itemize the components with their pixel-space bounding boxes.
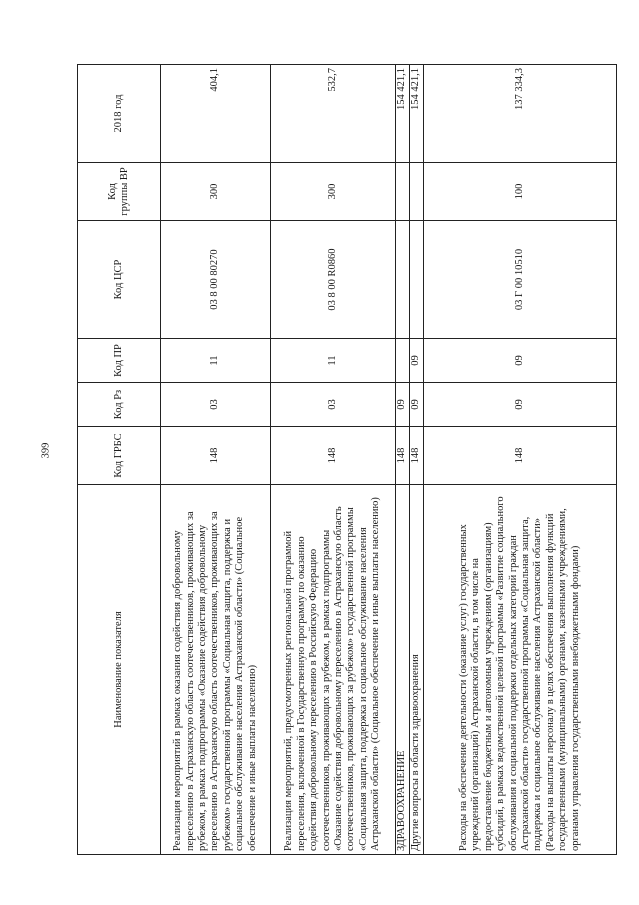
row-grbs: 148 [270, 427, 395, 485]
row-rz: 03 [270, 383, 395, 427]
table-row [396, 65, 410, 855]
header-pr: Код ПР [78, 339, 161, 383]
row-vr: 100 [424, 163, 617, 221]
row-pr: 09 [424, 339, 617, 383]
row-name: Расходы на обеспечение деятельности (оказание услуг) государственных учреждений (организаций) Астраханской области, в том числе на предоставление бюджетным и автономным учреждениям (организациям) субсидий, в рамках ведомственной целевой программы «Развитие социального обслуживания и социальной поддержки отдельных категорий граждан Астраханской области» государственной программы «Социальная защита, поддержка и социальное обслуживание населения Астраханской области» (Расходы на выплаты персоналу в целях обеспечения выполнения функций государственными (муниципальными) органами, казенными учреждениями, органами управления государственными внебюджетными фондами) [424, 485, 617, 855]
table-row [161, 65, 271, 855]
row-rz: 09 [424, 383, 617, 427]
row-name: ЗДРАВООХРАНЕНИЕ [396, 485, 410, 855]
header-csr: Код ЦСР [78, 221, 161, 339]
row-vr: 300 [270, 163, 395, 221]
header-grbs: Код ГРБС [78, 427, 161, 485]
header-vr: Код группы ВР [78, 163, 161, 221]
row-rz: 03 [161, 383, 271, 427]
row-vr: 300 [161, 163, 271, 221]
row-name: Реализация мероприятий в рамках оказания содействия добровольному переселению в Астраханскую область соотечественников, проживающих за рубежом, в рамках подпрограммы «Оказание содействия добровольному переселению в Астраханскую область соотечественников, проживающих за рубежом» государственной программы «Социальная защита, поддержка и социальное обслуживание населения Астраханской области» (Социальное обеспечение и иные выплаты населению) [161, 485, 271, 855]
header-rz: Код Рз [78, 383, 161, 427]
row-amount: 404,1 [161, 65, 271, 163]
row-csr [396, 221, 410, 339]
page-number: 399 [40, 442, 52, 459]
row-vr [410, 163, 424, 221]
row-amount: 154 421,1 [396, 65, 410, 163]
rotated-table-container [77, 65, 617, 855]
table-header-row [78, 65, 161, 855]
row-csr: 03 8 00 80270 [161, 221, 271, 339]
row-rz: 09 [396, 383, 410, 427]
row-name: Реализация мероприятий, предусмотренных региональной программой переселения, включенной в Государственную программу по оказанию содействия добровольному переселению в Российскую Федерацию соотечественников, проживающих за рубежом, в рамках подпрограммы «Оказание содействия добровольному переселению в Астраханскую область соотечественников, проживающих за рубежом» государственной программы «Социальная защита, поддержка и социальное обслуживание населения Астраханской области» (Социальное обеспечение и иные выплаты населению) [270, 485, 395, 855]
row-amount: 532,7 [270, 65, 395, 163]
row-rz: 09 [410, 383, 424, 427]
row-csr: 03 Г 00 10510 [424, 221, 617, 339]
table-row [410, 65, 424, 855]
row-grbs: 148 [410, 427, 424, 485]
header-name: Наименование показателя [78, 485, 161, 855]
row-grbs: 148 [161, 427, 271, 485]
row-amount: 137 334,3 [424, 65, 617, 163]
row-pr [396, 339, 410, 383]
row-csr: 03 8 00 R0860 [270, 221, 395, 339]
row-grbs: 148 [424, 427, 617, 485]
row-pr: 11 [161, 339, 271, 383]
table-row [270, 65, 395, 855]
row-grbs: 148 [396, 427, 410, 485]
table-row [424, 65, 617, 855]
row-amount: 154 421,1 [410, 65, 424, 163]
budget-table [77, 64, 617, 855]
row-vr [396, 163, 410, 221]
row-pr: 09 [410, 339, 424, 383]
row-csr [410, 221, 424, 339]
row-name: Другие вопросы в области здравоохранения [410, 485, 424, 855]
header-year: 2018 год [78, 65, 161, 163]
row-pr: 11 [270, 339, 395, 383]
